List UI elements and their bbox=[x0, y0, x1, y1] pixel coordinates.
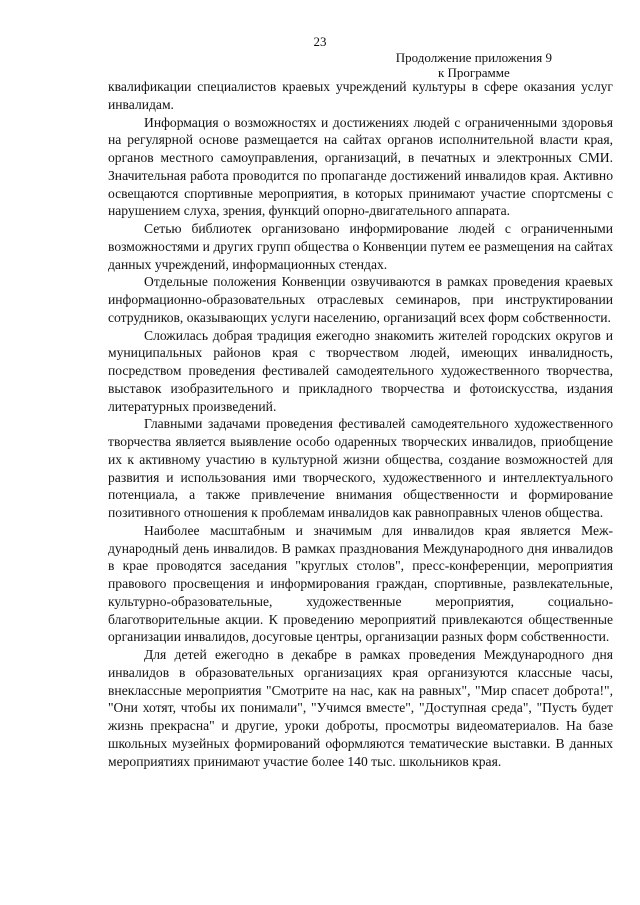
paragraph-children-events: Для детей ежегодно в декабре в рамках проведения Международного дня инвалидов в образовательных организациях края организуются классные часы, внеклассные мероприятия "Смотрите на нас, как на равных", "Мир спасет доброта!", "Они хотят, чтобы их понимали", "Учимся вместе", "Доступная среда", "Пусть будет жизнь прекрасна" и другие, уроки доброты, просмотры видеоматериалов. На базе школьных музейных формирований оформляются тематические выставки. В данных мероприятиях принимают участие более 140 тыс. школьников края. bbox=[108, 647, 613, 769]
document-body bbox=[108, 78, 613, 770]
appendix-note-line-2: к Программе bbox=[437, 65, 510, 80]
paragraph-libraries: Сетью библиотек организовано информирование людей с ограниченными возможностями и других групп общества о Конвенции путем ее размещения на сайтах данных учреждений, информационных стендах. bbox=[108, 221, 613, 272]
paragraph-international-day: Наиболее масштабным и значимым для инвалидов края является Международный день инвалидов. В рамках празднования Международного дня инвалидов в крае проводятся заседания "круглых столов", пресс-конференции, мероприятия правового просвещения и информирования граждан, спортивные, развлекательные, культурно-образовательные, художественные мероприятия, социально-благотворительные акции. К проведению мероприятий привлекаются общественные организации инвалидов, досуговые центры, организации разных форм собственности. bbox=[108, 522, 613, 645]
page-number: 23 bbox=[313, 34, 327, 49]
paragraph-information: Информация о возможностях и достижениях людей с ограниченными здоровья на регулярной основе размещается на сайтах органов исполнительной власти края, органов местного самоуправления, организаций, в печатных и электронных СМИ. Значительная работа проводится по пропаганде достижений инвалидов края. Активно освещаются спортивные мероприятия, в которых принимают участие спортсмены с нарушением слуха, зрения, функций опорно-двигательного аппарата. bbox=[108, 114, 613, 219]
paragraph-tradition: Сложилась добрая традиция ежегодно знакомить жителей городских округов и муниципальных районов края с творчеством людей, имеющих инвалидность, посредством проведения фестивалей самодеятельного художественного творчества, выставок изобразительного и прикладного творчества и фотоискусства, издания литературных произведений. bbox=[108, 327, 613, 414]
appendix-note bbox=[396, 50, 552, 80]
paragraph-festival-goals: Главными задачами проведения фестивалей самодеятельного художественного творчества является выявление особо одаренных творческих инвалидов, приобщение их к активному участию в культурной жизни общества, создание возможностей для развития и использования ими творческого, художественного и интеллектуального потенциала, а также привлечение внимания общественности и формирование позитивного отношения к проблемам инвалидов как равноправных членов общества. bbox=[108, 416, 613, 520]
paragraph-continued: квалификации специалистов краевых учреждений культуры в сфере оказания услуг инвалидам. bbox=[108, 79, 613, 112]
paragraph-convention-seminars: Отдельные положения Конвенции озвучиваются в рамках проведения краевых информационно-образовательных отраслевых семинаров, при инструктировании сотрудников, оказывающих услуги населению, организаций всех форм собственности. bbox=[108, 274, 613, 325]
appendix-note-line-1: Продолжение приложения 9 bbox=[395, 50, 552, 65]
